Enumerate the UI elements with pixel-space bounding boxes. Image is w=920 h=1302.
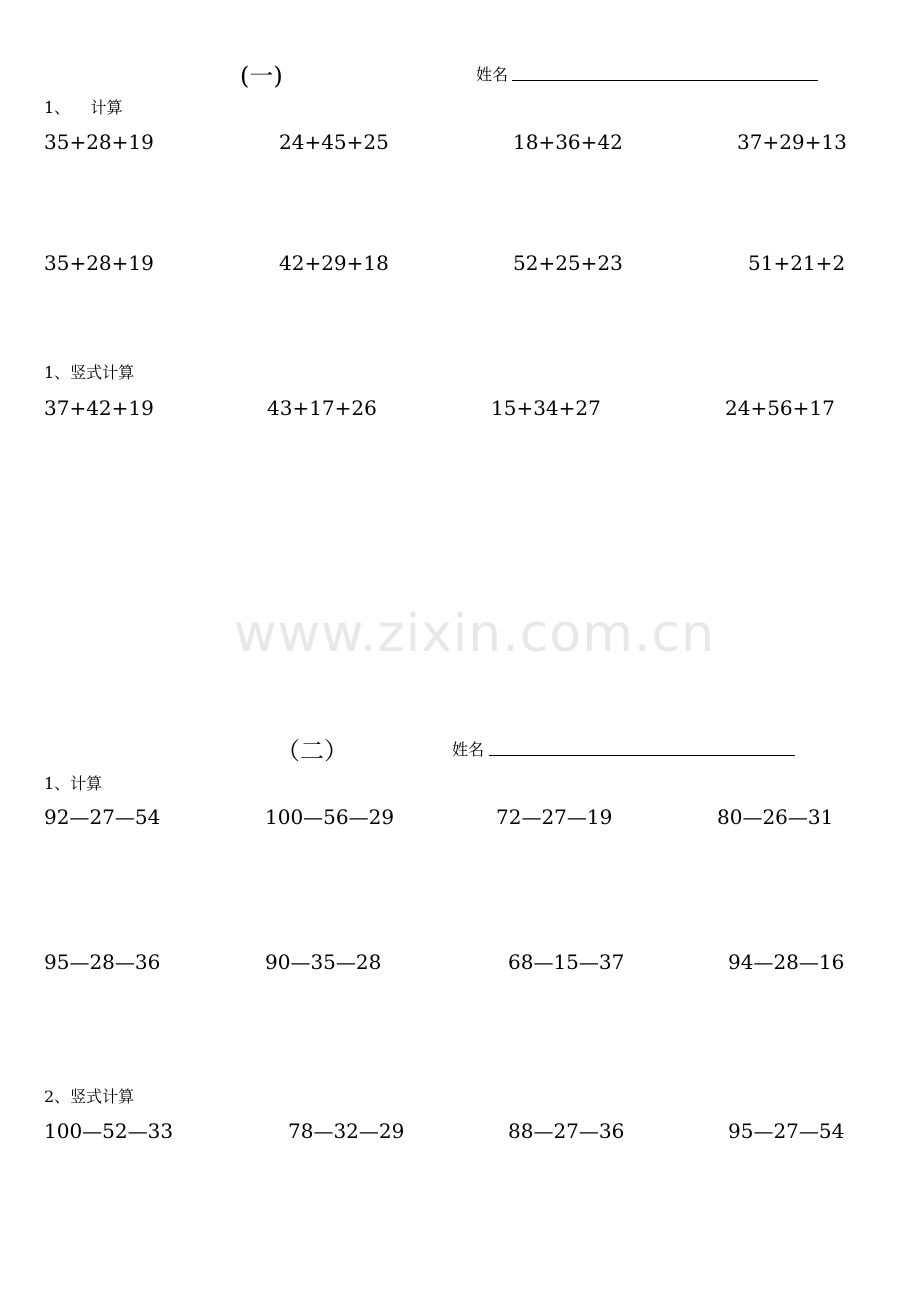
- s2-r1-p3: 72—27—19: [496, 805, 613, 829]
- s1-r3-p2: 43+17+26: [267, 396, 377, 420]
- s1-r2-p2: 42+29+18: [279, 251, 389, 275]
- s1-r1-p2: 24+45+25: [279, 130, 389, 154]
- section2-name-label: 姓名: [452, 740, 485, 759]
- section1-title: (一): [240, 62, 283, 90]
- s1-r3-p4: 24+56+17: [725, 396, 835, 420]
- section2-heading-vertical: 2、竖式计算: [44, 1087, 135, 1106]
- s2-r3-p1: 100—52—33: [44, 1119, 174, 1143]
- section1-heading-calc: 1、 计算: [44, 98, 123, 117]
- s2-r2-p4: 94—28—16: [728, 950, 845, 974]
- section2-title: （二）: [276, 737, 348, 765]
- s1-r2-p4: 51+21+2: [748, 251, 846, 275]
- s2-r2-p1: 95—28—36: [44, 950, 161, 974]
- s2-r1-p4: 80—26—31: [717, 805, 834, 829]
- section2-heading-calc: 1、计算: [44, 774, 103, 793]
- s1-r3-p3: 15+34+27: [491, 396, 601, 420]
- section1-name-line[interactable]: [512, 80, 818, 81]
- section2-name-line[interactable]: [489, 755, 795, 756]
- s2-r3-p3: 88—27—36: [508, 1119, 625, 1143]
- s1-r1-p3: 18+36+42: [513, 130, 623, 154]
- s1-r1-p1: 35+28+19: [44, 130, 154, 154]
- s1-r2-p1: 35+28+19: [44, 251, 154, 275]
- s2-r1-p2: 100—56—29: [265, 805, 395, 829]
- s1-r1-p4: 37+29+13: [737, 130, 847, 154]
- s2-r2-p3: 68—15—37: [508, 950, 625, 974]
- s1-r3-p1: 37+42+19: [44, 396, 154, 420]
- watermark: www.zixin.com.cn: [234, 604, 715, 664]
- s2-r1-p1: 92—27—54: [44, 805, 161, 829]
- s2-r3-p2: 78—32—29: [288, 1119, 405, 1143]
- s1-r2-p3: 52+25+23: [513, 251, 623, 275]
- section1-name-label: 姓名: [476, 65, 509, 84]
- section1-heading-vertical: 1、竖式计算: [44, 363, 135, 382]
- s2-r2-p2: 90—35—28: [265, 950, 382, 974]
- s2-r3-p4: 95—27—54: [728, 1119, 845, 1143]
